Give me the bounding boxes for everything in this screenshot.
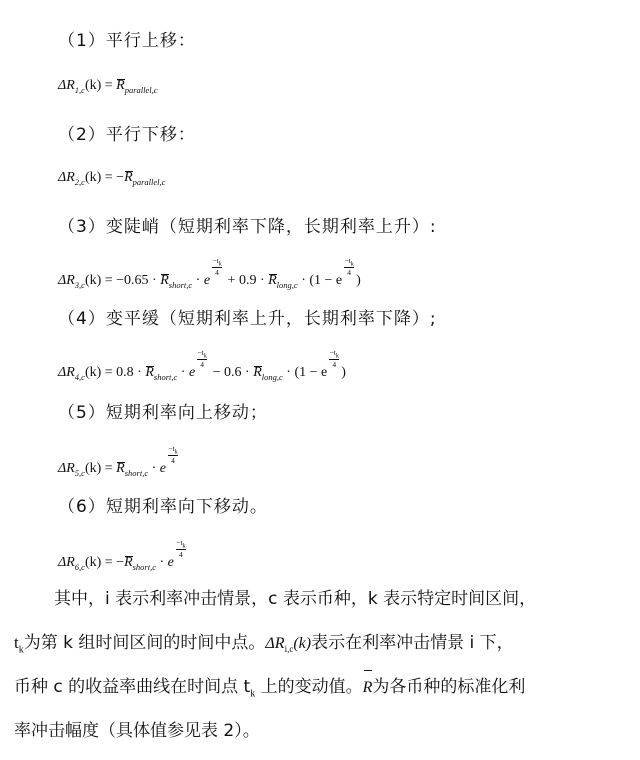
item-6-number: （6） [58, 497, 106, 517]
formula-1: $\Delta R_{1,c}(k) = R_{parallel,c}$ [58, 78, 158, 95]
item-5-number: （5） [58, 403, 106, 423]
exponent: $\frac{-t_k}{4}$ [176, 538, 186, 559]
exponent: $\frac{-t_k}{4}$ [329, 348, 339, 369]
formula-5: $\Delta R_{5,c}(k) = R_{short,c} \cdot e$ $\frac{-t_k}{4}$ [58, 444, 180, 478]
item-6-heading [58, 492, 268, 517]
paragraph-line-1: 其中，i 表示利率冲击情景，c 表示币种，k 表示特定时间区间， [54, 589, 537, 609]
exponent: $\frac{-t_k}{4}$ [344, 256, 354, 277]
item-5-label: 短期利率向上移动； [105, 403, 268, 423]
inline-math-r-bar: R [363, 669, 373, 707]
paragraph-line-2: $t_k$为第 k 组时间区间的时间中点。$\Delta R_{i,c}(k)$表示在利率冲击情景 i 下， [14, 633, 514, 656]
formula-3: $\Delta R_{3,c}(k) = -0.65 \cdot R_{short,c} \cdot e$ $\frac{-t_k}{4}$ + $0.9 \cdot R_{long,c} \cdot (1 - e$ $\frac{-t_k}{4}$ ) [58, 256, 361, 290]
item-4-number: （4） [58, 309, 106, 329]
item-3-heading [58, 212, 437, 237]
paragraph-line-3: 币种 c 的收益率曲线在时间点 $t_k$ 上的变动值。R为各币种的标准化利 [14, 668, 626, 713]
exponent: $\frac{-t_k}{4}$ [168, 444, 178, 465]
formula-6: $\Delta R_{6,c}(k) = -R_{short,c} \cdot e$ $\frac{-t_k}{4}$ [58, 538, 188, 572]
item-2-heading [58, 120, 196, 145]
formula-2: $\Delta R_{2,c}(k) = -R_{parallel,c}$ [58, 170, 166, 187]
item-3-number: （3） [58, 217, 106, 237]
item-1-heading [58, 26, 196, 51]
item-5-heading [58, 398, 268, 423]
item-4-label: 变平缓（短期利率上升，长期利率下降）; [105, 309, 437, 329]
inline-math-delta-r: $\Delta R_{i,c}(k)$ [265, 635, 312, 655]
item-2-number: （2） [58, 125, 106, 145]
item-1-number: （1） [58, 31, 106, 51]
exponent: $\frac{-t_k}{4}$ [197, 348, 207, 369]
paragraph-line-4: 率冲击幅度（具体值参见表 2）。 [14, 721, 260, 741]
item-6-label: 短期利率向下移动。 [105, 497, 268, 517]
item-3-label: 变陡峭（短期利率下降，长期利率上升）: [105, 217, 437, 237]
formula-4: $\Delta R_{4,c}(k) = 0.8 \cdot R_{short,c} \cdot e$ $\frac{-t_k}{4}$ − $0.6 \cdot R_{long,c} \cdot (1 - e$ $\frac{-t_k}{4}$ ) [58, 348, 346, 382]
item-1-label: 平行上移： [105, 31, 196, 51]
item-2-label: 平行下移： [105, 125, 196, 145]
item-4-heading [58, 304, 437, 329]
exponent: $\frac{-t_k}{4}$ [212, 256, 222, 277]
